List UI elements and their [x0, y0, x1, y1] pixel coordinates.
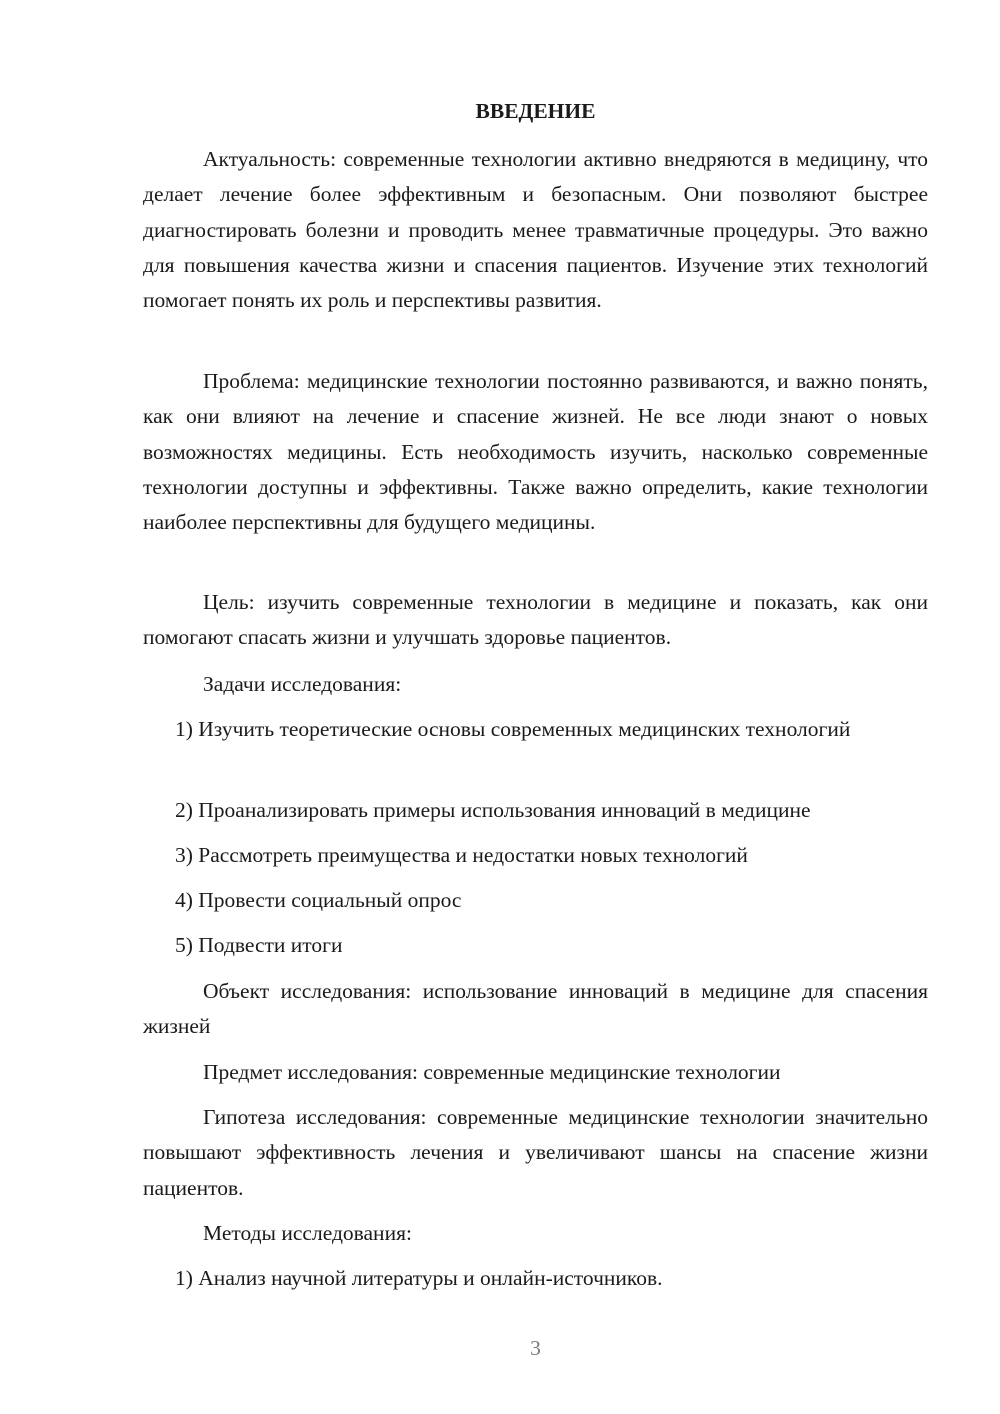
problem-paragraph: Проблема: медицинские технологии постоянно развиваются, и важно понять, как они влияют на лечение и спасение жизней. Не все люди знают о новых возможностях медицины. Есть необходимость изучить, насколько современные технологии доступны и эффективны. Также важно определить, какие технологии наиболее перспективны для будущего медицины.: [143, 369, 928, 535]
document-page: [143, 0, 928, 1414]
methods-heading: Методы исследования:: [203, 1221, 412, 1245]
task-item: 2) Проанализировать примеры использования инноваций в медицине: [175, 798, 811, 822]
relevance-paragraph: Актуальность: современные технологии активно внедряются в медицину, что делает лечение более эффективным и безопасным. Они позволяют быстрее диагностировать болезни и проводить менее травматичные процедуры. Это важно для повышения качества жизни и спасения пациентов. Изучение этих технологий помогает понять их роль и перспективы развития.: [143, 147, 928, 313]
task-item: 1) Изучить теоретические основы современных медицинских технологий: [175, 717, 851, 741]
page-number: 3: [530, 1336, 541, 1360]
hypothesis-paragraph: Гипотеза исследования: современные медицинские технологии значительно повышают эффективность лечения и увеличивают шансы на спасение жизни пациентов.: [143, 1105, 928, 1200]
method-item: 1) Анализ научной литературы и онлайн-источников.: [175, 1266, 663, 1290]
object-paragraph: Объект исследования: использование инноваций в медицине для спасения жизней: [143, 979, 928, 1039]
page-title: ВВЕДЕНИЕ: [475, 99, 596, 123]
task-item: 5) Подвести итоги: [175, 933, 343, 957]
task-item: 3) Рассмотреть преимущества и недостатки новых технологий: [175, 843, 748, 867]
task-item: 4) Провести социальный опрос: [175, 888, 462, 912]
tasks-heading: Задачи исследования:: [203, 672, 402, 696]
subject-paragraph: Предмет исследования: современные медицинские технологии: [203, 1060, 781, 1084]
goal-paragraph: Цель: изучить современные технологии в медицине и показать, как они помогают спасать жизни и улучшать здоровье пациентов.: [143, 590, 928, 650]
